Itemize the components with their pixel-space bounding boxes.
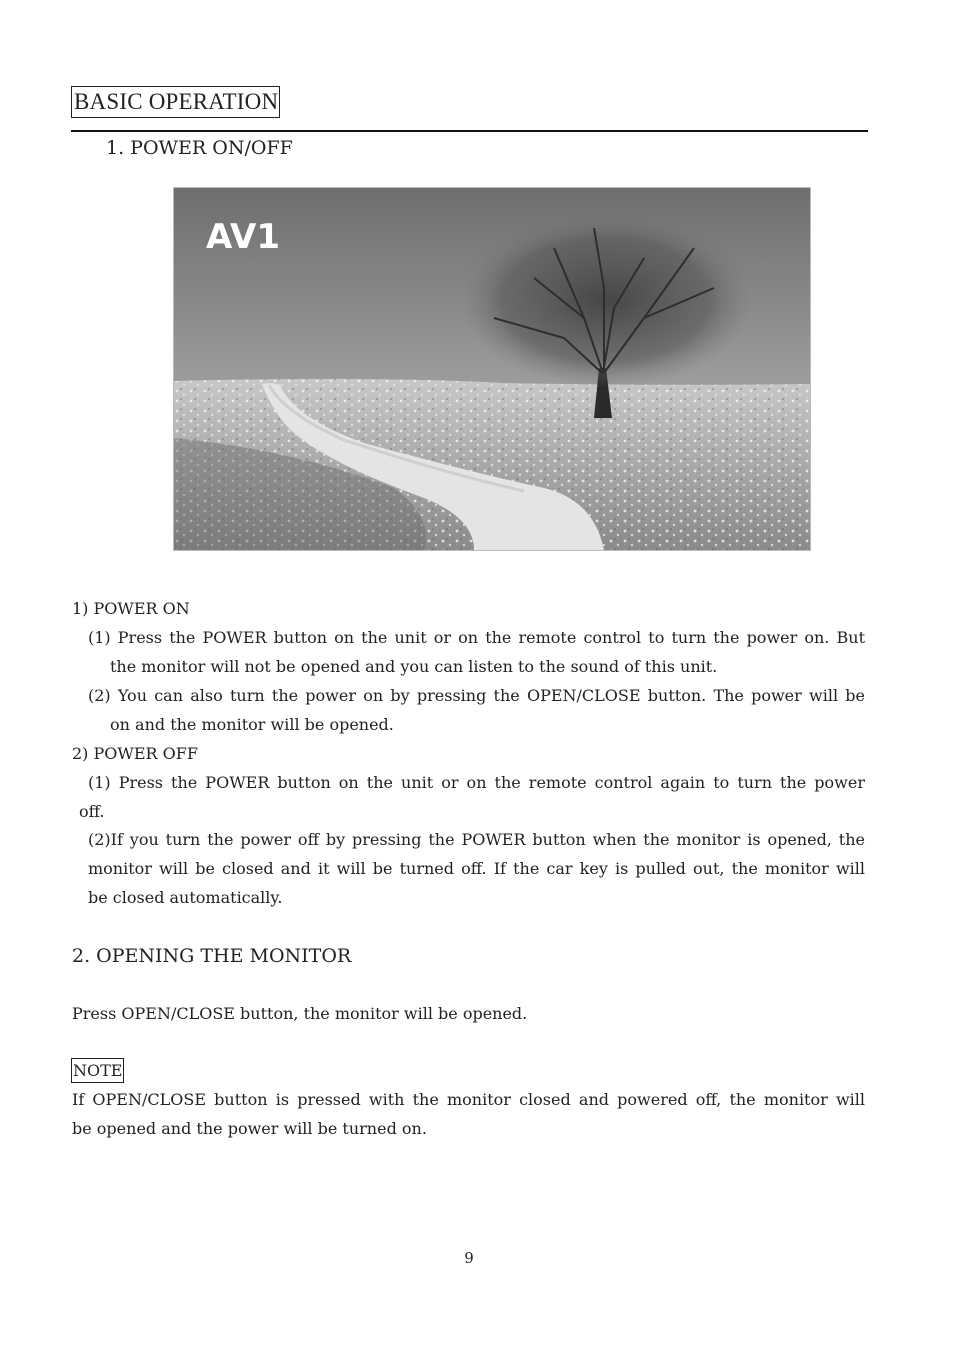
power-off-item2-line1: (2)If you turn the power off by pressing the POWER button when the monitor is opened, the	[88, 830, 865, 849]
power-off-item2-line2: monitor will be closed and it will be turned off. If the car key is pulled out, the monitor will	[88, 859, 865, 878]
power-on-item2-line2: on and the monitor will be opened.	[110, 715, 394, 734]
power-off-item1-line1: (1) Press the POWER button on the unit or on the remote control again to turn the power	[88, 773, 865, 792]
note-line1: If OPEN/CLOSE button is pressed with the monitor closed and powered off, the monitor will	[72, 1090, 865, 1109]
power-on-item1-line1: (1) Press the POWER button on the unit or on the remote control to turn the power on. But	[88, 628, 865, 647]
power-off-item1-line2: off.	[79, 802, 105, 821]
note-label: NOTE	[71, 1058, 124, 1083]
power-off-item2-line3: be closed automatically.	[88, 888, 283, 907]
power-off-heading: 2) POWER OFF	[72, 744, 198, 763]
power-on-item2-line1: (2) You can also turn the power on by pressing the OPEN/CLOSE button. The power will be	[88, 686, 865, 705]
header-rule	[71, 130, 868, 132]
page-header-title: BASIC OPERATION	[71, 86, 280, 118]
section-2-body: Press OPEN/CLOSE button, the monitor will be opened.	[72, 1004, 528, 1023]
av1-overlay-label: AV1	[206, 217, 280, 257]
power-on-item1-line2: the monitor will not be opened and you can listen to the sound of this unit.	[110, 657, 718, 676]
power-on-heading: 1) POWER ON	[72, 599, 190, 618]
note-line2: be opened and the power will be turned on.	[72, 1119, 427, 1138]
section-2-title: 2. OPENING THE MONITOR	[72, 945, 352, 967]
av1-screen-image	[173, 187, 811, 551]
section-1-title: 1. POWER ON/OFF	[106, 137, 293, 159]
page-number: 9	[464, 1249, 474, 1267]
